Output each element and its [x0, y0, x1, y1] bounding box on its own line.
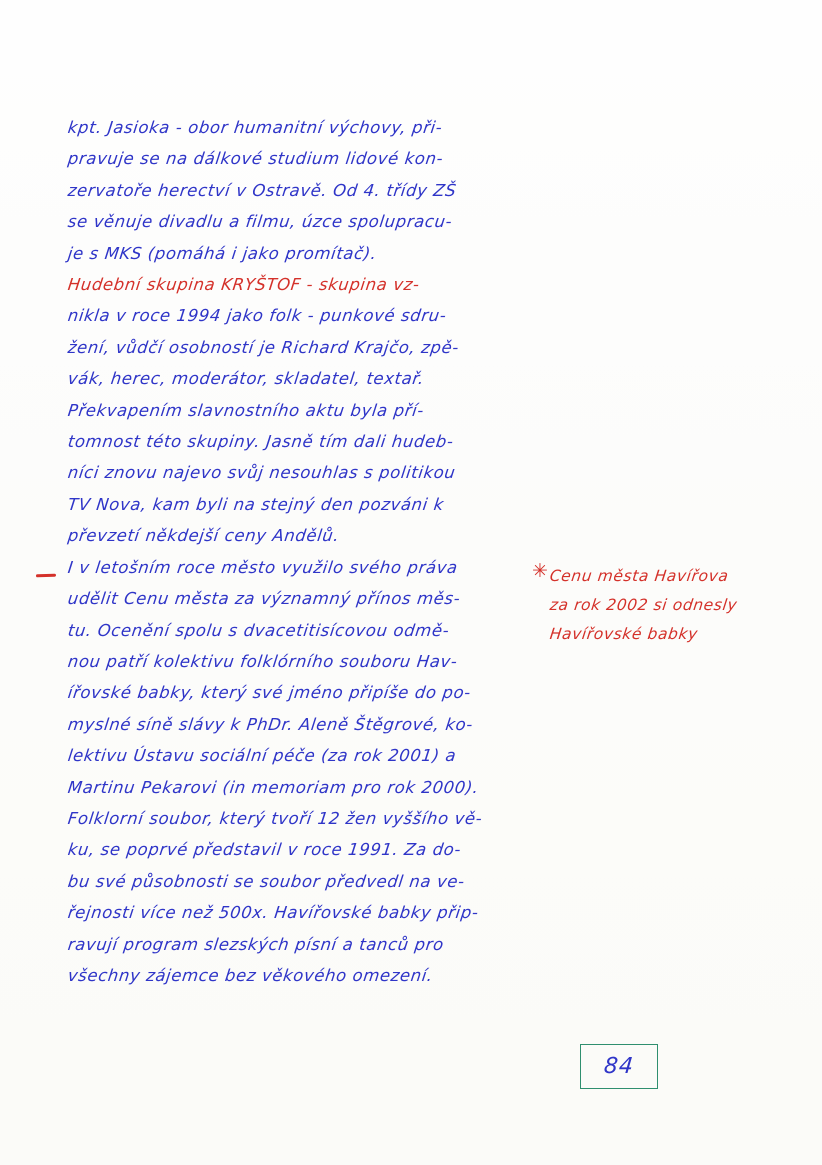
- text-line: převzetí někdejší ceny Andělů.: [66, 526, 341, 546]
- page-number-box: [580, 1044, 658, 1089]
- text-line: Překvapením slavnostního aktu byla pří-: [66, 400, 426, 420]
- text-line: lektivu Ústavu sociální péče (za rok 2001) a: [66, 746, 458, 766]
- text-line: ku, se poprvé představil v roce 1991. Za do-: [66, 840, 463, 860]
- text-line: nikla v roce 1994 jako folk - punkové sdru-: [66, 306, 448, 326]
- text-line: žení, vůdčí osobností je Richard Krajčo, zpě-: [66, 337, 461, 357]
- text-line: I v letošním roce město využilo svého práva: [66, 557, 459, 577]
- text-line: kpt. Jasioka - obor humanitní výchovy, při-: [66, 118, 444, 137]
- star-icon: ✳: [532, 560, 548, 582]
- text-line: udělit Cenu města za významný přínos měs-: [66, 589, 462, 609]
- text-line-highlight: Hudební skupina KRYŠTOF - skupina vz-: [66, 275, 421, 295]
- text-line: Folklorní soubor, který tvoří 12 žen vyššího vě-: [66, 808, 484, 828]
- text-line: pravuje se na dálkové studium lidové kon-: [66, 149, 445, 169]
- text-line: Martinu Pekarovi (in memoriam pro rok 2000).: [66, 777, 480, 797]
- text-line: se věnuje divadlu a filmu, úzce spolupracu-: [66, 212, 454, 232]
- text-line: tu. Ocenění spolu s dvacetitisícovou odmě-: [66, 620, 451, 640]
- text-line: tomnost této skupiny. Jasně tím dali hudeb-: [66, 432, 455, 452]
- margin-note-line: Cenu města Havířova: [548, 567, 730, 585]
- text-line: níci znovu najevo svůj nesouhlas s politikou: [66, 463, 457, 483]
- text-line: řejnosti více než 500x. Havířovské babky přip-: [66, 903, 480, 923]
- margin-note-line: za rok 2002 si odnesly: [548, 596, 739, 614]
- text-line: ířovské babky, který své jméno připíše do po-: [66, 683, 473, 703]
- text-line: myslné síně slávy k PhDr. Aleně Štěgrové, ko-: [66, 714, 475, 734]
- text-line: TV Nova, kam byli na stejný den pozváni k: [66, 494, 446, 514]
- margin-note: [548, 562, 813, 649]
- text-line: ravují program slezských písní a tanců pro: [66, 934, 446, 954]
- text-line: všechny zájemce bez věkového omezení.: [66, 965, 435, 985]
- text-line: je s MKS (pomáhá i jako promítač).: [66, 243, 378, 263]
- handwritten-body-text: [66, 112, 546, 991]
- text-line: nou patří kolektivu folklórního souboru Hav-: [66, 651, 459, 671]
- text-line: zervatoře herectví v Ostravě. Od 4. třídy ZŠ: [66, 180, 458, 200]
- text-line: bu své působnosti se soubor předvedl na ve-: [66, 871, 466, 891]
- page-number: 84: [602, 1054, 636, 1079]
- margin-note-line: Havířovské babky: [548, 625, 700, 643]
- text-line: vák, herec, moderátor, skladatel, textař.: [66, 369, 426, 389]
